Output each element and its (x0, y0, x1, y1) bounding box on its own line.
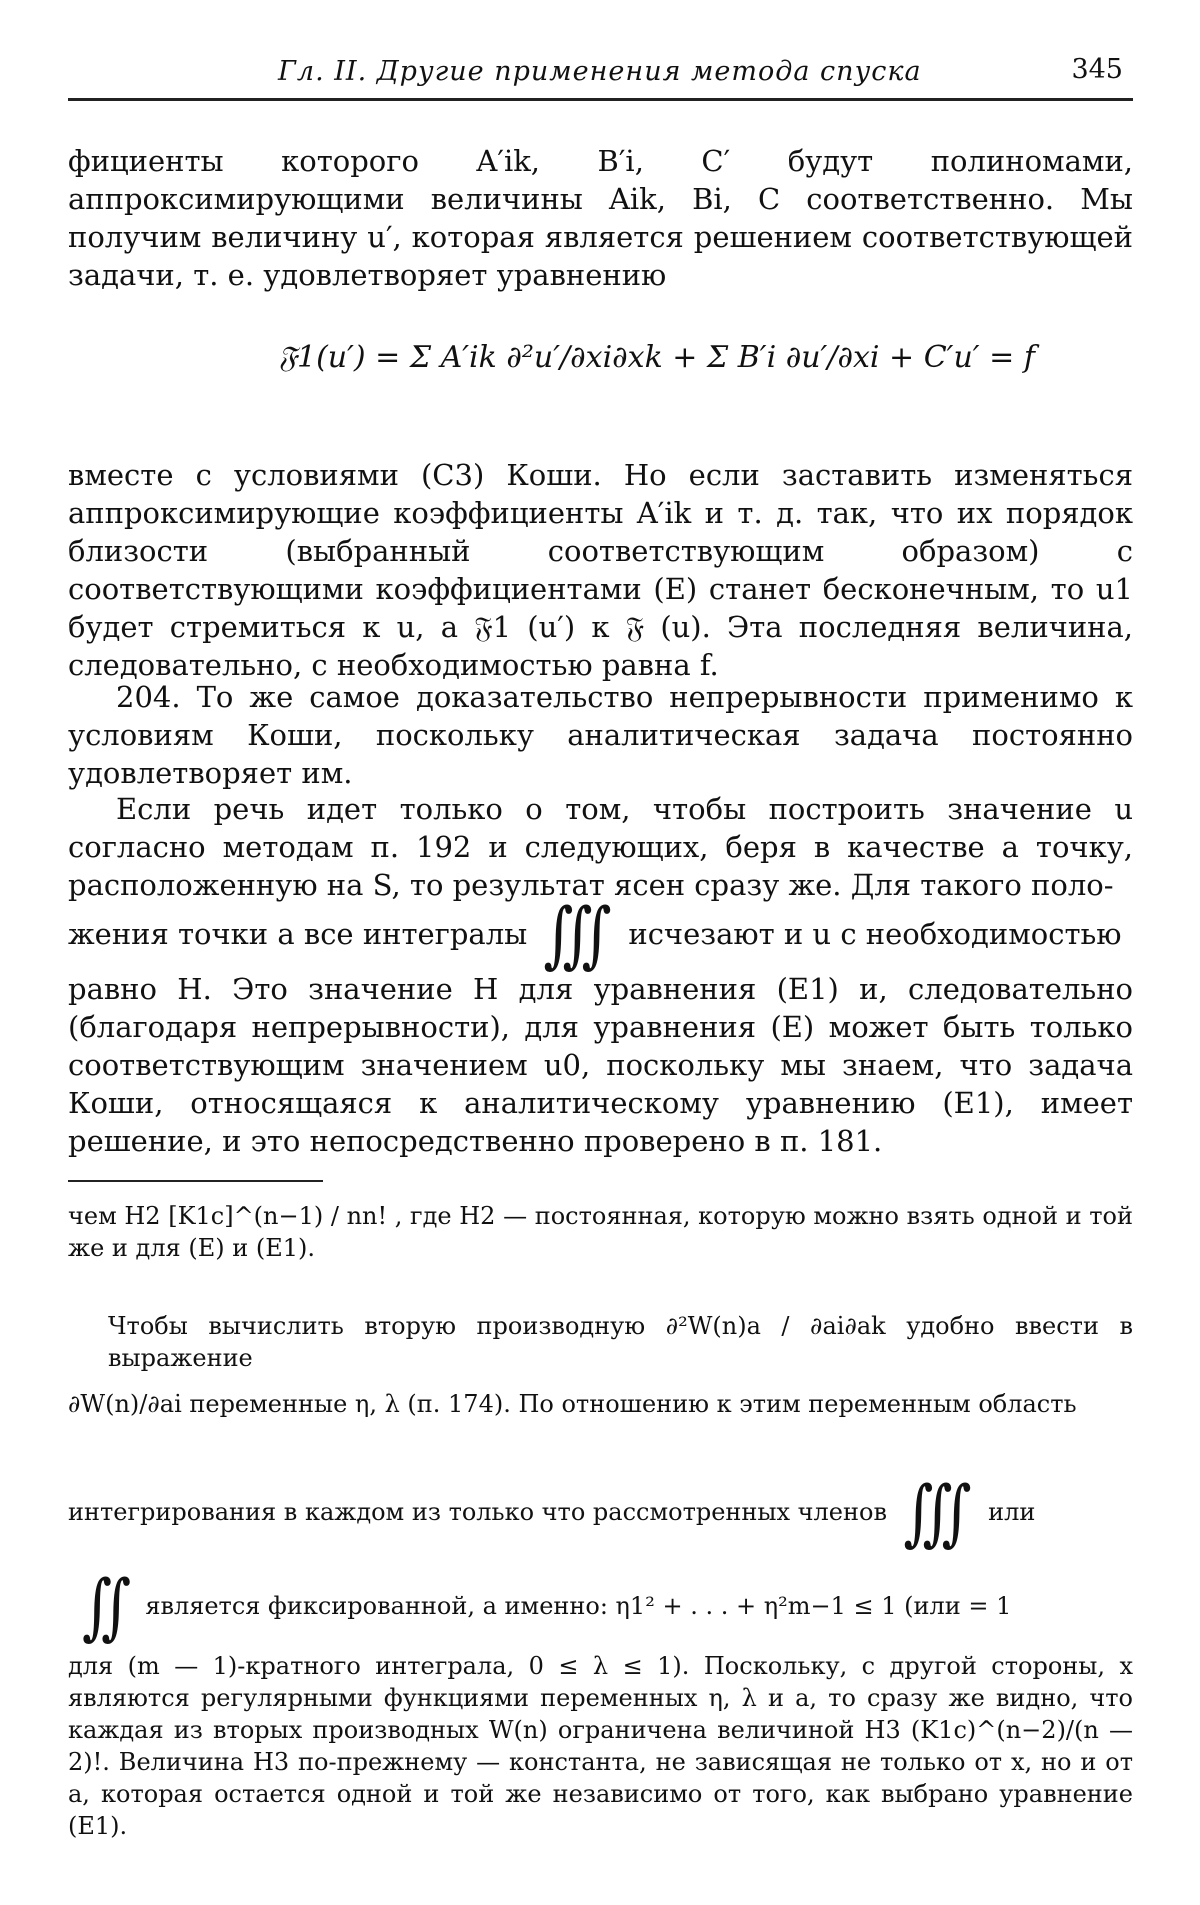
footnote-line-4 (68, 1470, 1133, 1554)
paragraph-204: 204. То же самое доказательство непрерывности применимо к условиям Коши, поскольку аналитическая задача постоянно удовлетворяет им. (68, 680, 1133, 790)
footnote-rule (68, 1180, 323, 1182)
footnote-line-6: для (m — 1)-кратного интеграла, 0 ≤ λ ≤ 1). Поскольку, с другой стороны, x являются регулярными функциями переменных η, λ и a, то сразу же видно, что каждая из вторых производных W(n) ограничена величиной H3 (K1c)^(n−2)/(n — 2)!. Величина H3 по-прежнему — константа, не зависящая не только от x, но и от a, которая остается одной и той же независимо от того, как выбрано уравнение (E1). (68, 1652, 1133, 1840)
chapter-title: Гл. II. Другие применения метода спуска (278, 56, 922, 87)
triple-integral-symbol: ∭ (543, 892, 612, 976)
paragraph-1: фициенты которого A′ik, B′i, C′ будут полиномами, аппроксимирующими величины Aik, Bi, C соответственно. Мы получим величину u′, которая является решением соответствующей задачи, т. е. удовлетворяет уравнению (68, 144, 1133, 292)
p5-text-before: жения точки a все интегралы (68, 917, 528, 951)
paragraph-4: Если речь идет только о том, чтобы построить значение u согласно методам п. 192 и следующих, беря в качестве a точку, расположенную на S, то результат ясен сразу же. Для такого поло- (68, 792, 1133, 902)
equation: 𝔉1(u′) = Σ A′ik ∂²u′/∂xi∂xk + Σ B′i ∂u′/∂xi + C′u′ = f (278, 340, 1035, 375)
p5-text-after: исчезают и u с необходимостью (628, 917, 1122, 951)
triple-integral-symbol-footnote: ∭ (903, 1470, 972, 1554)
footnote-line-3: ∂W(n)/∂ai переменные η, λ (п. 174). По отношению к этим переменным область (68, 1390, 1077, 1418)
page (68, 50, 1133, 1840)
paragraph-2: вместе с условиями (C3) Коши. Но если заставить изменяться аппроксимирующие коэффициенты A′ik и т. д. так, что их порядок близости (выбранный соответствующим образом) с соответствующими коэффициентами (E) станет бесконечным, то u1 будет стремиться к u, а 𝔉1 (u′) к 𝔉 (u). Эта последняя величина, следовательно, с необходимостью равна f. (68, 458, 1133, 682)
footnote-line-2: Чтобы вычислить вторую производную ∂²W(n)a / ∂ai∂ak удобно ввести в выражение (108, 1312, 1133, 1372)
footnote-line-5 (68, 1564, 1133, 1648)
f4-text-after: или (988, 1498, 1036, 1526)
f5-text: является фиксированной, а именно: η1² + . . . + η²m−1 ≤ 1 (или = 1 (145, 1592, 1012, 1620)
double-integral-symbol: ∬ (82, 1564, 132, 1648)
page-number: 345 (1071, 54, 1123, 85)
paragraph-5-line (68, 892, 1133, 976)
f4-text-before: интегрирования в каждом из только что рассмотренных членов (68, 1498, 887, 1526)
paragraph-6: равно H. Это значение H для уравнения (E1) и, следовательно (благодаря непрерывности), для уравнения (E) может быть только соответствующим значением u0, поскольку мы знаем, что задача Коши, относящаяся к аналитическому уравнению (E1), имеет решение, и это непосредственно проверено в п. 181. (68, 972, 1133, 1158)
footnote-line-1: чем H2 [K1c]^(n−1) / nn! , где H2 — постоянная, которую можно взять одной и той же и для (E) и (E1). (68, 1202, 1133, 1262)
running-header (68, 50, 1133, 101)
